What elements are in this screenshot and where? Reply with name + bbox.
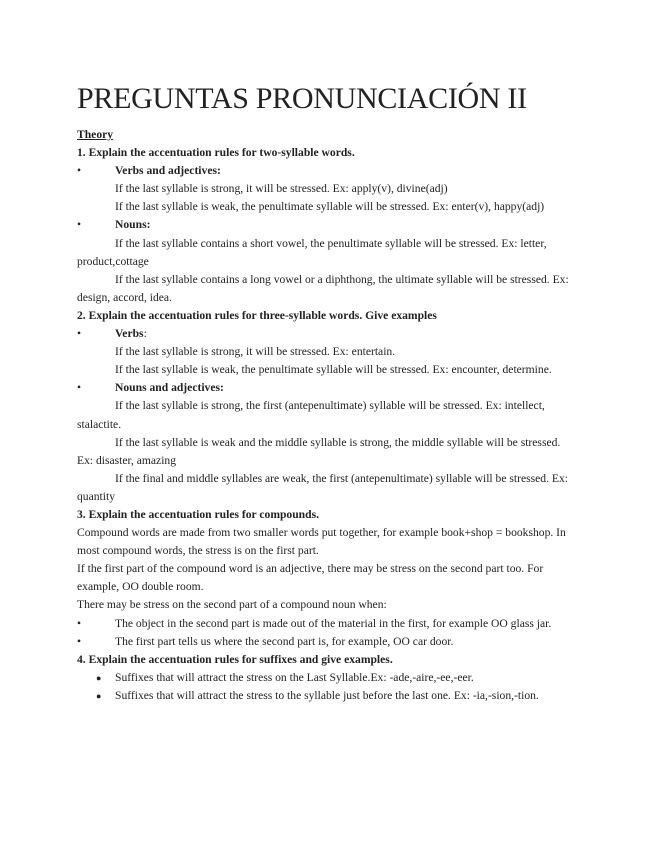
bullet-marker: • bbox=[77, 381, 82, 395]
bullet-nouns bbox=[77, 216, 572, 234]
bullet-marker: • bbox=[77, 634, 82, 648]
list-item: ● Suffixes that will attract the stress to the syllable just before the last one. Ex: -ia,-sion,-tion. bbox=[96, 688, 539, 702]
rule-text: If the last syllable is strong, it will be stressed. Ex: apply(v), divine(adj) bbox=[115, 182, 448, 196]
document-page bbox=[77, 80, 572, 705]
bullet-marker: • bbox=[77, 616, 82, 630]
paragraph: If the first part of the compound word is an adjective, there may be stress on the second part too. For example, OO double room. bbox=[77, 562, 544, 594]
rule-text: If the last syllable is strong, the first (antepenultimate) syllable will be stressed. Ex: intellect, stalactite. bbox=[77, 399, 545, 431]
question-2-heading: 2. Explain the accentuation rules for three-syllable words. Give examples bbox=[77, 308, 437, 322]
list-item bbox=[77, 633, 572, 651]
subheading: Nouns and adjectives: bbox=[115, 381, 224, 395]
colon: : bbox=[143, 327, 147, 341]
page-title: PREGUNTAS PRONUNCIACIÓN II bbox=[77, 82, 527, 115]
bullet-verbs-adjectives bbox=[77, 162, 572, 180]
list-item: ● Suffixes that will attract the stress on the Last Syllable.Ex: -ade,-aire,-ee,-eer. bbox=[96, 670, 474, 684]
bullet-marker: • bbox=[77, 164, 82, 178]
question-4-heading: 4. Explain the accentuation rules for suffixes and give examples. bbox=[77, 652, 393, 666]
paragraph: There may be stress on the second part of a compound noun when: bbox=[77, 598, 387, 612]
rule-text: If the last syllable contains a short vowel, the penultimate syllable will be stressed. Ex: letter, product,cottage bbox=[77, 236, 547, 268]
paragraph: Compound words are made from two smaller words put together, for example book+shop = bookshop. In most compound words, the stress is on the first part. bbox=[77, 526, 566, 558]
list-item bbox=[77, 615, 572, 633]
list-item-text: Suffixes that will attract the stress to the syllable just before the last one. Ex: -ia,-sion,-tion. bbox=[115, 688, 539, 702]
list-item-text: The first part tells us where the second part is, for example, OO car door. bbox=[115, 634, 454, 648]
bullet-marker: • bbox=[77, 327, 82, 341]
bullet-nouns-adjectives bbox=[77, 379, 572, 397]
rule-text: If the last syllable contains a long vowel or a diphthong, the ultimate syllable will be stressed. Ex: design, accord, idea. bbox=[77, 272, 569, 304]
subheading: Verbs and adjectives: bbox=[115, 164, 221, 178]
section-label-theory: Theory bbox=[77, 128, 114, 141]
question-3-heading: 3. Explain the accentuation rules for compounds. bbox=[77, 507, 319, 521]
question-1-heading: 1. Explain the accentuation rules for two-syllable words. bbox=[77, 146, 355, 160]
subheading: Verbs bbox=[115, 327, 144, 341]
list-item-text: Suffixes that will attract the stress on the Last Syllable.Ex: -ade,-aire,-ee,-eer. bbox=[115, 670, 474, 684]
rule-text: If the final and middle syllables are weak, the first (antepenultimate) syllable will be stressed. Ex: quantity bbox=[77, 471, 568, 503]
list-item-text: The object in the second part is made out of the material in the first, for example OO glass jar. bbox=[115, 616, 552, 630]
bullet-verbs bbox=[77, 325, 572, 343]
rule-text: If the last syllable is weak and the middle syllable is strong, the middle syllable will be stressed. Ex: disaster, amazing bbox=[77, 435, 561, 467]
subheading: Nouns: bbox=[115, 218, 151, 232]
rule-text: If the last syllable is weak, the penultimate syllable will be stressed. Ex: encounter, determine. bbox=[115, 363, 552, 377]
bullet-marker: • bbox=[77, 218, 82, 232]
rule-text: If the last syllable is strong, it will be stressed. Ex: entertain. bbox=[115, 345, 396, 359]
rule-text: If the last syllable is weak, the penultimate syllable will be stressed. Ex: enter(v), happy(adj) bbox=[115, 200, 545, 214]
